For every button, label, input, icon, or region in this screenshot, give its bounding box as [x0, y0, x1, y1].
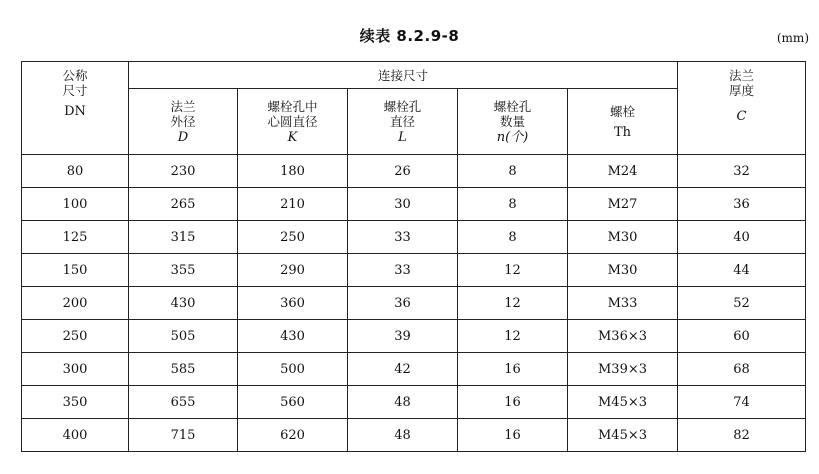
header-n-code: n(个)	[496, 129, 529, 145]
table-row	[22, 188, 806, 221]
cell-bolt-thread: M24	[568, 155, 678, 188]
cell-flange-thickness: 40	[678, 221, 806, 254]
cell-bolt-hole-diameter: 30	[348, 188, 458, 221]
header-n-line1: 螺栓孔	[493, 98, 532, 114]
cell-bolt-hole-diameter: 26	[348, 155, 458, 188]
cell-bolt-hole-count: 12	[458, 254, 568, 287]
cell-bolt-hole-count: 16	[458, 353, 568, 386]
cell-bolt-thread: M30	[568, 254, 678, 287]
flange-dimension-table	[21, 61, 806, 452]
cell-bolt-hole-diameter: 36	[348, 287, 458, 320]
cell-outer-diameter: 355	[129, 254, 238, 287]
cell-bolt-hole-diameter: 33	[348, 221, 458, 254]
header-k-code: K	[287, 129, 298, 145]
cell-bolt-circle-diameter: 560	[238, 386, 348, 419]
cell-outer-diameter: 315	[129, 221, 238, 254]
header-k-line1: 螺栓孔中	[267, 98, 318, 114]
cell-flange-thickness: 32	[678, 155, 806, 188]
header-n-line2: 数量	[499, 113, 525, 129]
header-l-line1: 螺栓孔	[383, 98, 422, 114]
header-dn-code: DN	[64, 104, 86, 119]
cell-flange-thickness: 74	[678, 386, 806, 419]
header-bolt-hole-diameter	[348, 89, 458, 155]
cell-bolt-hole-count: 8	[458, 155, 568, 188]
table-body	[22, 155, 806, 452]
cell-flange-thickness: 44	[678, 254, 806, 287]
header-bolt-circle-diameter	[238, 89, 348, 155]
header-th-line1: 螺栓	[609, 103, 635, 119]
cell-nominal-size: 400	[22, 419, 129, 452]
cell-nominal-size: 100	[22, 188, 129, 221]
header-d-line1: 法兰	[170, 98, 196, 114]
table-title: 续表 8.2.9-8	[359, 27, 460, 45]
header-connection-size: 连接尺寸	[129, 62, 678, 89]
cell-bolt-circle-diameter: 180	[238, 155, 348, 188]
cell-outer-diameter: 715	[129, 419, 238, 452]
cell-bolt-hole-diameter: 39	[348, 320, 458, 353]
cell-bolt-hole-count: 16	[458, 419, 568, 452]
cell-bolt-circle-diameter: 360	[238, 287, 348, 320]
cell-bolt-thread: M33	[568, 287, 678, 320]
header-dn-line2: 尺寸	[62, 83, 88, 98]
table-row	[22, 287, 806, 320]
cell-bolt-thread: M45×3	[568, 386, 678, 419]
cell-bolt-circle-diameter: 500	[238, 353, 348, 386]
header-c-line2: 厚度	[728, 83, 754, 98]
cell-outer-diameter: 265	[129, 188, 238, 221]
header-l-line2: 直径	[389, 113, 415, 129]
cell-nominal-size: 350	[22, 386, 129, 419]
header-k-line2: 心圆直径	[267, 113, 318, 129]
cell-bolt-thread: M30	[568, 221, 678, 254]
cell-bolt-thread: M27	[568, 188, 678, 221]
cell-nominal-size: 200	[22, 287, 129, 320]
table-row	[22, 419, 806, 452]
header-bolt-thread	[568, 89, 678, 155]
cell-outer-diameter: 230	[129, 155, 238, 188]
header-nominal-size	[22, 62, 129, 155]
cell-outer-diameter: 655	[129, 386, 238, 419]
cell-bolt-hole-count: 16	[458, 386, 568, 419]
cell-bolt-hole-diameter: 42	[348, 353, 458, 386]
cell-bolt-thread: M39×3	[568, 353, 678, 386]
cell-bolt-hole-diameter: 48	[348, 419, 458, 452]
cell-nominal-size: 150	[22, 254, 129, 287]
header-dn-line1: 公称	[62, 68, 88, 83]
cell-bolt-circle-diameter: 620	[238, 419, 348, 452]
cell-bolt-hole-diameter: 48	[348, 386, 458, 419]
cell-bolt-thread: M45×3	[568, 419, 678, 452]
header-bolt-hole-count	[458, 89, 568, 155]
cell-flange-thickness: 52	[678, 287, 806, 320]
cell-flange-thickness: 36	[678, 188, 806, 221]
cell-outer-diameter: 585	[129, 353, 238, 386]
cell-nominal-size: 250	[22, 320, 129, 353]
header-l-code: L	[398, 129, 407, 145]
header-d-line2: 外径	[170, 113, 196, 129]
cell-bolt-circle-diameter: 250	[238, 221, 348, 254]
cell-flange-thickness: 68	[678, 353, 806, 386]
table-row	[22, 254, 806, 287]
cell-bolt-hole-count: 12	[458, 320, 568, 353]
cell-bolt-thread: M36×3	[568, 320, 678, 353]
header-outer-diameter	[129, 89, 238, 155]
cell-bolt-circle-diameter: 290	[238, 254, 348, 287]
unit-label: (mm)	[776, 31, 809, 45]
cell-bolt-hole-count: 8	[458, 188, 568, 221]
cell-nominal-size: 80	[22, 155, 129, 188]
cell-nominal-size: 125	[22, 221, 129, 254]
table-row	[22, 386, 806, 419]
table-row	[22, 353, 806, 386]
cell-bolt-circle-diameter: 430	[238, 320, 348, 353]
table-row	[22, 320, 806, 353]
cell-nominal-size: 300	[22, 353, 129, 386]
header-d-code: D	[177, 129, 189, 145]
cell-flange-thickness: 82	[678, 419, 806, 452]
cell-bolt-hole-diameter: 33	[348, 254, 458, 287]
header-c-line1: 法兰	[728, 68, 754, 83]
table-row	[22, 155, 806, 188]
cell-bolt-hole-count: 8	[458, 221, 568, 254]
cell-bolt-hole-count: 12	[458, 287, 568, 320]
cell-outer-diameter: 430	[129, 287, 238, 320]
table-row	[22, 221, 806, 254]
cell-outer-diameter: 505	[129, 320, 238, 353]
header-c-code: C	[736, 109, 747, 124]
header-th-code: Th	[613, 124, 632, 140]
cell-flange-thickness: 60	[678, 320, 806, 353]
cell-bolt-circle-diameter: 210	[238, 188, 348, 221]
header-flange-thickness	[678, 62, 806, 155]
